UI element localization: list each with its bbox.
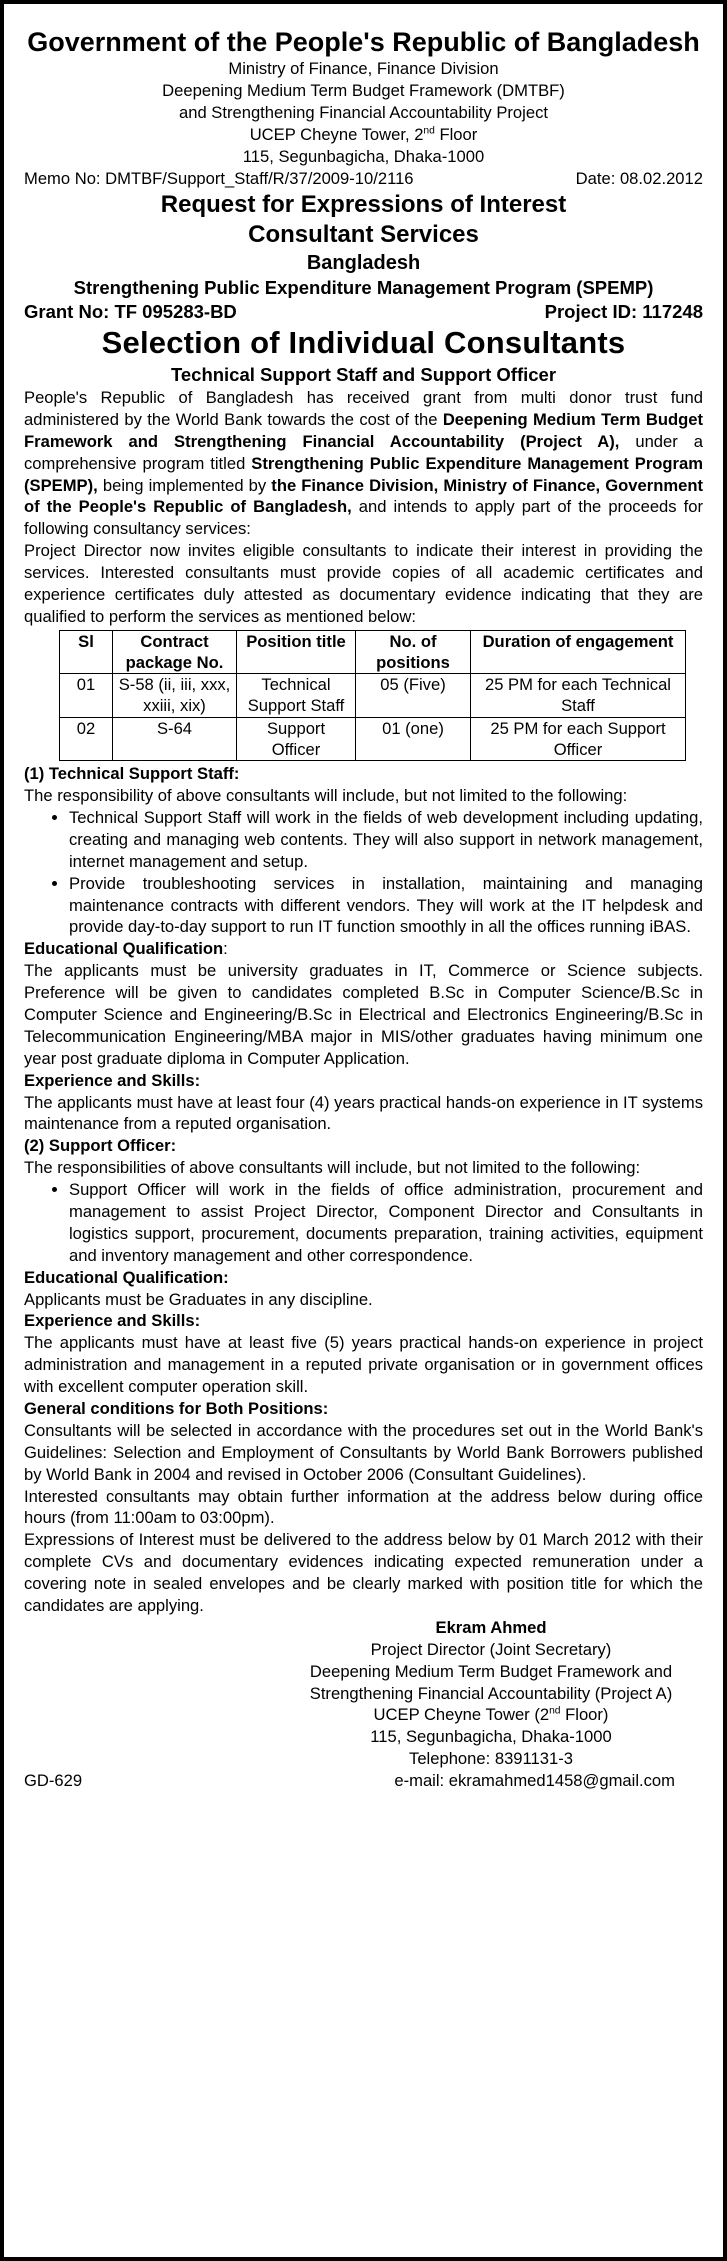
services-title: Consultant Services — [248, 220, 479, 248]
request-title: Request for Expressions of Interest — [160, 190, 567, 218]
grant-number: Grant No: TF 095283-BD — [24, 300, 237, 322]
tech-staff-intro: The responsibility of above consultants will include, but not limited to the following: — [24, 786, 628, 806]
signatory-project-line-1: Deepening Medium Term Budget Framework and — [309, 1661, 673, 1681]
signatory-telephone: Telephone: 8391131-3 — [409, 1749, 573, 1769]
positions-table — [59, 630, 686, 761]
signatory-title: Project Director (Joint Secretary) — [370, 1639, 612, 1659]
intro-text-a: People's Republic of Bangladesh has received grant from multi donor trust fund administered by the World Bank towards the cost of the — [24, 387, 703, 429]
sig-address-prefix: UCEP Cheyne Tower (2 — [373, 1705, 550, 1725]
table-header: No. of positions — [356, 630, 471, 673]
general-conditions-p1: Consultants will be selected in accordance with the procedures set out in the World Bank's Guidelines: Selection and Employment of Consultants by World Bank Borrowers published by World Bank in 2004 and revised in October 2006 (Consultant Guidelines). — [24, 1420, 703, 1484]
table-header: Position title — [237, 630, 356, 673]
table-cell: S-64 — [113, 717, 237, 760]
invitation-paragraph: Project Director now invites eligible consultants to indicate their interest in providing the services. Interested consultants must provide copies of all academic certificates and experience certificates duly attested as documentary evidence indicating that they are qualified to perform the services as mentioned below: — [24, 541, 703, 626]
ministry-line: Ministry of Finance, Finance Division — [228, 59, 499, 79]
list-item: • Provide troubleshooting services in installation, maintaining and managing maintenance contracts with different vendors. They will work at the IT helpdesk and provide day-to-day support to run IT function smoothly in all the offices running iBAS. — [69, 873, 703, 939]
memo-row — [24, 168, 703, 190]
footer-code: GD-629 — [24, 1771, 83, 1791]
address-prefix: UCEP Cheyne Tower, 2 — [249, 125, 424, 145]
intro-text-d: Strengthening Public Expenditure Management Program (SPEMP), — [24, 453, 704, 495]
sig-address-sup: nd — [549, 1705, 561, 1717]
support-exp-text: The applicants must have at least five (5) years practical hands-on experience in project administration and management in a reputed private organisation or in government offices with excellent computer operation skill. — [24, 1333, 703, 1397]
tech-edu-colon: : — [223, 939, 228, 959]
address-suffix: Floor — [434, 125, 478, 145]
table-header: Contract package No. — [113, 630, 237, 673]
intro-text-e: being implemented by — [97, 475, 272, 495]
list-item: • Support Officer will work in the fields of office administration, procurement and management to assist Project Director, Component Director and Consultants in logistics support, procurement, documents preparation, training activities, equipment and inventory management and other correspondence. — [69, 1179, 703, 1267]
intro-paragraph — [24, 387, 703, 540]
support-officer-heading: (2) Support Officer: — [24, 1136, 177, 1156]
intro-text-b: Deepening Medium Term Budget Framework and Strengthening Financial Accountability (Project A), — [24, 409, 703, 451]
table-cell: 01 (one) — [356, 717, 471, 760]
table-cell: 05 (Five) — [356, 674, 471, 717]
signatory-address — [279, 1704, 703, 1726]
project-line-2: and Strengthening Financial Accountability Project — [179, 103, 548, 123]
table-cell: Support Officer — [237, 717, 356, 760]
table-cell: S-58 (ii, iii, xxx, xxiii, xix) — [113, 674, 237, 717]
grant-row — [24, 300, 703, 324]
support-officer-duties — [24, 1179, 703, 1267]
list-item: • Technical Support Staff will work in the fields of web development including updating, creating and managing web contents. They will also support in network management, internet management and setup. — [69, 807, 703, 873]
memo-date: Date: 08.02.2012 — [575, 168, 703, 188]
intro-text-g: and intends to apply part of the proceeds for following consultancy services: — [24, 497, 703, 539]
office-address — [24, 124, 703, 146]
signatory-project-line-2: Strengthening Financial Accountability (Project A) — [309, 1683, 673, 1703]
sig-address-suffix: Floor) — [560, 1705, 609, 1725]
project-line-1: Deepening Medium Term Budget Framework (DMTBF) — [162, 81, 565, 101]
table-cell: 02 — [60, 717, 113, 760]
positions-subtitle: Technical Support Staff and Support Officer — [170, 363, 557, 385]
program-title: Strengthening Public Expenditure Management Program (SPEMP) — [73, 276, 654, 298]
tech-exp-text: The applicants must have at least four (4) years practical hands-on experience in IT systems maintenance from a reputed organisation. — [24, 1092, 703, 1134]
general-conditions-heading: General conditions for Both Positions: — [24, 1399, 329, 1419]
support-officer-intro: The responsibilities of above consultants will include, but not limited to the following: — [24, 1158, 641, 1178]
table-cell: Technical Support Staff — [237, 674, 356, 717]
general-conditions-p3: Expressions of Interest must be delivered to the address below by 01 March 2012 with their complete CVs and documentary evidences indicating expected remuneration under a covering note in sealed envelopes and be clearly marked with position title for which the candidates are applying. — [24, 1530, 703, 1616]
government-title: Government of the People's Republic of Bangladesh — [27, 27, 700, 57]
signatory-name: Ekram Ahmed — [435, 1617, 547, 1637]
tech-edu-heading: Educational Qualification — [24, 939, 224, 959]
tech-edu-text: The applicants must be university graduates in IT, Commerce or Science subjects. Preference will be given to candidates completed B.Sc in Computer Science/B.Sc in Computer Science and Engineering/B.Sc in Electrical and Electronics Engineering/B.Sc in Telecommunication Engineering/MBA major in MIS/other graduates having minimum one year post graduate diploma in Computer Application. — [24, 961, 703, 1068]
address-sup: nd — [423, 125, 435, 137]
support-edu-text: Applicants must be Graduates in any discipline. — [24, 1289, 373, 1309]
tech-exp-heading: Experience and Skills: — [24, 1070, 201, 1090]
table-cell: 25 PM for each Support Officer — [471, 717, 686, 760]
selection-title: Selection of Individual Consultants — [101, 325, 626, 361]
intro-text-f: the Finance Division, Ministry of Finance, Government of the People's Republic of Bangladesh, — [24, 475, 703, 517]
signatory-city: 115, Segunbagicha, Dhaka-1000 — [370, 1727, 612, 1747]
office-city: 115, Segunbagicha, Dhaka-1000 — [242, 146, 485, 166]
support-exp-heading: Experience and Skills: — [24, 1311, 201, 1331]
support-edu-heading: Educational Qualification: — [24, 1267, 229, 1287]
signatory-email: e-mail: ekramahmed1458@gmail.com — [394, 1771, 675, 1791]
table-cell: 01 — [60, 674, 113, 717]
country-title: Bangladesh — [306, 251, 421, 274]
table-row — [60, 674, 686, 717]
tech-edu-heading-line — [24, 938, 703, 960]
project-id: Project ID: 117248 — [544, 300, 703, 322]
general-conditions-p2: Interested consultants may obtain further information at the address below during office hours (from 11:00am to 03:00pm). — [24, 1486, 703, 1528]
table-header: Duration of engagement — [471, 630, 686, 673]
footer-row — [24, 1770, 703, 1792]
memo-number: Memo No: DMTBF/Support_Staff/R/37/2009-10/2116 — [24, 168, 414, 188]
intro-text-c: under a comprehensive program titled — [24, 431, 704, 473]
table-row — [60, 717, 686, 760]
table-cell: 25 PM for each Technical Staff — [471, 674, 686, 717]
signature-block — [279, 1617, 703, 1770]
tech-staff-duties — [24, 807, 703, 938]
tech-staff-heading: (1) Technical Support Staff: — [24, 764, 240, 784]
table-header-row — [60, 630, 686, 673]
table-header: Sl — [60, 630, 113, 673]
